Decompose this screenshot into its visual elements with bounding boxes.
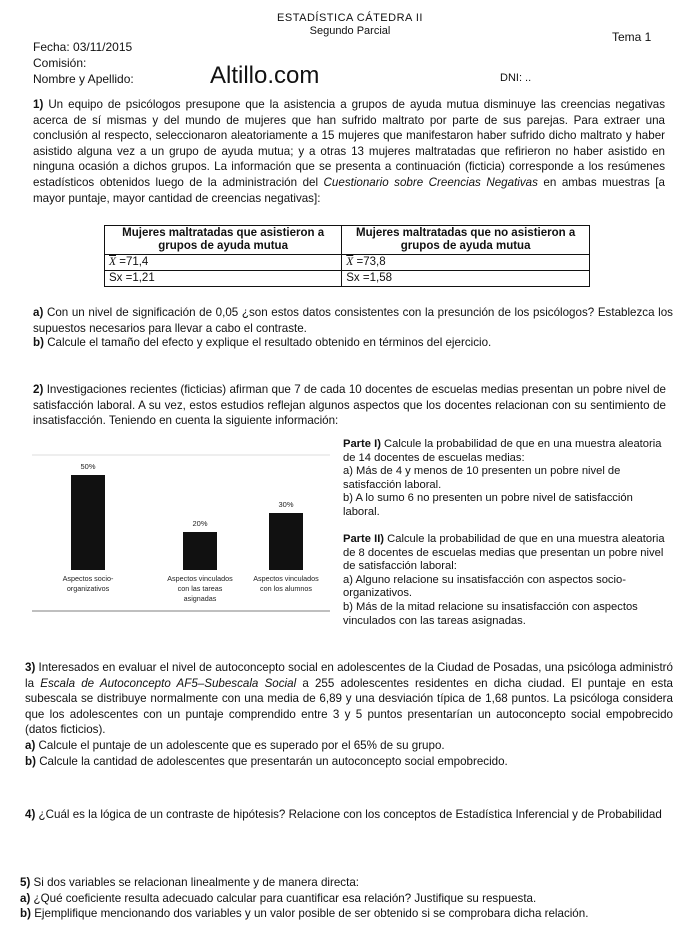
question-2-text: Investigaciones recientes (ficticias) afirman que 7 de cada 10 docentes de escuelas medias presentan un pobre nivel de satisfacción laboral. A su vez, estos estudios reflejan algunos aspectos que los docentes relacionan con su sentimiento de insatisfacción. Teniendo en cuenta la siguiente información: bbox=[33, 383, 666, 428]
question-5-text: Si dos variables se relacionan linealmente y de manera directa: bbox=[33, 876, 359, 889]
chart-category-label: Aspectos socio- bbox=[62, 574, 114, 583]
question-2-part-2 bbox=[343, 533, 668, 628]
question-5b-label: b) bbox=[20, 907, 31, 921]
exam-title: ESTADÍSTICA CÁTEDRA II bbox=[277, 12, 423, 24]
question-3 bbox=[25, 660, 673, 769]
chart-bar bbox=[71, 475, 105, 570]
comision-field: Comisión: bbox=[33, 56, 87, 70]
question-1b-text: Calcule el tamaño del efecto y explique el resultado obtenido en términos del ejercicio. bbox=[47, 336, 492, 349]
question-2 bbox=[33, 382, 666, 429]
question-5-number: 5) bbox=[20, 876, 31, 889]
chart-bar bbox=[183, 532, 217, 570]
chart-category-label: asignadas bbox=[183, 594, 217, 603]
satisfaction-bar-chart bbox=[30, 445, 340, 620]
chart-category-label: organizativos bbox=[66, 584, 110, 593]
question-3-italic: Escala de Autoconcepto AF5–Subescala Social bbox=[40, 676, 297, 690]
chart-data-label: 50% bbox=[80, 462, 96, 471]
part-2-text: Calcule la probabilidad de que en una muestra aleatoria de 8 docentes de escuelas medias que presentan un pobre nivel de satisfacción laboral: bbox=[343, 533, 665, 573]
table-cell-sd-not-attended: Sx =1,58 bbox=[342, 271, 590, 287]
nombre-field: Nombre y Apellido: bbox=[33, 72, 134, 86]
question-1-number: 1) bbox=[33, 98, 44, 111]
part-2-title: Parte II) bbox=[343, 533, 385, 545]
summary-table bbox=[104, 225, 590, 287]
question-1-italic: Cuestionario sobre Creencias Negativas bbox=[323, 175, 538, 189]
question-3a-label: a) bbox=[25, 738, 36, 752]
question-1a-text: Con un nivel de significación de 0,05 ¿son estos datos consistentes con la presunción de los psicólogos? Establezca los supuestos necesarios para llevar a cabo el contraste. bbox=[33, 306, 673, 335]
tema-label: Tema 1 bbox=[612, 30, 652, 44]
question-1a-label: a) bbox=[33, 306, 44, 319]
question-1b bbox=[33, 335, 673, 351]
fecha-field: Fecha: 03/11/2015 bbox=[33, 40, 133, 54]
question-3b-text: Calcule la cantidad de adolescentes que presentarán un autoconcepto social empobrecido. bbox=[39, 754, 508, 768]
part-1-item-b: b) A lo sumo 6 no presenten un pobre nivel de satisfacción laboral. bbox=[343, 492, 633, 518]
chart-category-label: Aspectos vinculados bbox=[253, 574, 319, 583]
question-4 bbox=[25, 807, 673, 823]
chart-data-label: 20% bbox=[192, 519, 208, 528]
question-5a-text: ¿Qué coeficiente resulta adecuado calcular para cuantificar esa relación? Justifique su respuesta. bbox=[33, 891, 537, 905]
question-2-part-1 bbox=[343, 438, 668, 520]
chart-bar bbox=[269, 513, 303, 570]
part-2-item-b: b) Más de la mitad relacione su insatisfacción con aspectos vinculados con las tareas asignadas. bbox=[343, 600, 638, 627]
chart-category-label: Aspectos vinculados bbox=[167, 574, 233, 583]
table-header-attended: Mujeres maltratadas que asistieron a grupos de ayuda mutua bbox=[105, 226, 342, 255]
part-1-text: Calcule la probabilidad de que en una muestra aleatoria de 14 docentes de escuelas medias: bbox=[343, 438, 662, 464]
question-3a-text: Calcule el puntaje de un adolescente que es superado por el 65% de su grupo. bbox=[38, 738, 445, 752]
question-1-text: Un equipo de psicólogos presupone que la asistencia a grupos de ayuda mutua disminuye las creencias negativas acerca de sí mismas y del mundo de mujeres que han sufrido maltrato por parte de sus parejas. Para extraer una conclusión al respecto, seleccionaron aleatoriamente a 15 mujeres que manifestaron haber sufrido dicho maltrato y haber asistido alguna vez a un grupo de ayuda mutua; y a otras 13 mujeres maltratadas que refirieron no haber asistido en ninguna ocasión a dichos grupos. La información que se presenta a continuación (ficticia) corresponde a los resúmenes estadísticos obtenidos luego de la administración del bbox=[33, 98, 665, 189]
table-cell-sd-attended: Sx =1,21 bbox=[105, 271, 342, 287]
chart-category-label: con las tareas bbox=[177, 584, 223, 593]
question-1b-label: b) bbox=[33, 336, 44, 349]
chart-data-label: 30% bbox=[278, 500, 294, 509]
question-1-text-end: en ambas muestras [a mayor puntaje, mayor cantidad de creencias negativas]: bbox=[33, 175, 665, 205]
question-1a bbox=[33, 305, 673, 336]
question-5a-label: a) bbox=[20, 891, 31, 905]
question-1 bbox=[33, 97, 665, 206]
exam-subtitle: Segundo Parcial bbox=[309, 25, 391, 37]
table-cell-mean-not-attended: $\overline{X} =73,8$ bbox=[342, 255, 590, 271]
question-4-text: ¿Cuál es la lógica de un contraste de hipótesis? Relacione con los conceptos de Estadística Inferencial y de Probabilidad bbox=[38, 808, 662, 821]
question-3-number: 3) bbox=[25, 661, 36, 674]
table-header-not-attended: Mujeres maltratadas que no asistieron a grupos de ayuda mutua bbox=[342, 226, 590, 255]
question-5 bbox=[20, 875, 670, 922]
question-2-number: 2) bbox=[33, 383, 44, 396]
question-3-text-end: a 255 adolescentes residentes en dicha ciudad. El puntaje en esta subescala se distribuye normalmente con una media de 6,89 y una desviación típica de 1,68 puntos. La psicóloga considera que los adolescentes con un puntaje comprendido entre 3 y 5 puntos presentarían un autoconcepto social empobrecido (datos ficticios). bbox=[25, 676, 673, 737]
dni-field: DNI: .. bbox=[500, 72, 532, 84]
question-5b-text: Ejemplifique mencionando dos variables y un valor posible de ser obtenido si se comprobara dicha relación. bbox=[34, 907, 589, 921]
part-2-item-a: a) Alguno relacione su insatisfacción con aspectos socio-organizativos. bbox=[343, 573, 626, 600]
question-3b-label: b) bbox=[25, 754, 36, 768]
part-1-item-a: a) Más de 4 y menos de 10 presenten un pobre nivel de satisfacción laboral. bbox=[343, 465, 621, 491]
table-cell-mean-attended: $\overline{X} =71,4$ bbox=[105, 255, 342, 271]
brand-watermark: Altillo.com bbox=[210, 62, 320, 89]
part-1-title: Parte I) bbox=[343, 438, 381, 450]
question-4-number: 4) bbox=[25, 808, 36, 821]
question-3-text: Interesados en evaluar el nivel de autoconcepto social en adolescentes de la Ciudad de Posadas, una psicóloga administró la bbox=[25, 661, 673, 690]
chart-category-label: con los alumnos bbox=[260, 584, 312, 593]
